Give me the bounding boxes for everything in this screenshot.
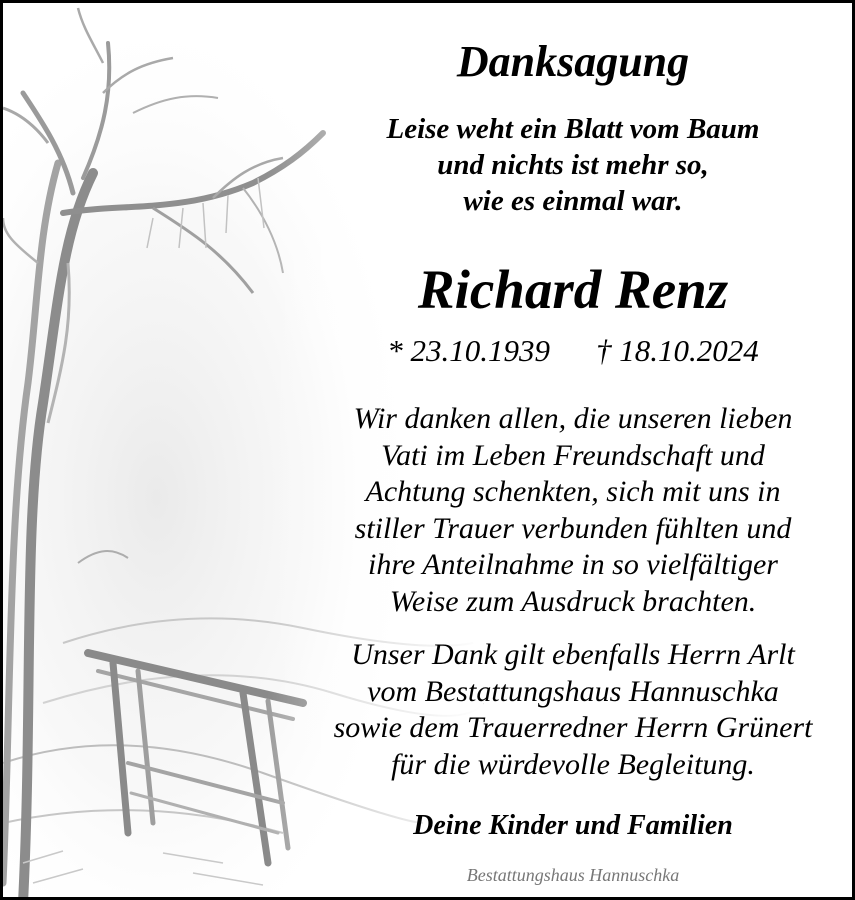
paragraph-line: vom Bestattungshaus Hannuschka [367, 674, 779, 708]
motto-line: und nichts ist mehr so, [437, 149, 709, 181]
paragraph-line: Unser Dank gilt ebenfalls Herrn Arlt [351, 638, 795, 671]
paragraph-line: Achtung schenkten, sich mit uns in [365, 475, 781, 508]
acknowledgement-paragraph [303, 637, 843, 783]
paragraph-line: Vati im Leben Freundschaft und [381, 438, 765, 472]
paragraph-line: ihre Anteilnahme in so vielfältiger [368, 548, 778, 581]
paragraph-line: sowie dem Trauerredner Herrn Grünert [333, 711, 813, 744]
motto-verse [303, 111, 843, 219]
life-dates [303, 331, 843, 371]
paragraph-line: für die würdevolle Begleitung. [391, 747, 755, 781]
paragraph-line: stiller Trauer verbunden fühlten und [354, 511, 792, 545]
motto-line: Leise weht ein Blatt vom Baum [386, 113, 760, 145]
paragraph-line: Wir danken allen, die unseren lieben [353, 402, 793, 435]
funeral-home-credit: Bestattungshaus Hannuschka [466, 865, 680, 885]
thanks-paragraph [303, 401, 843, 620]
birth-date: * 23.10.1939 [387, 333, 550, 368]
family-signature: Deine Kinder und Familien [413, 810, 733, 841]
deceased-name: Richard Renz [417, 259, 729, 320]
motto-line: wie es einmal war. [463, 185, 683, 217]
paragraph-line: Weise zum Ausdruck brachten. [389, 584, 757, 618]
death-date: † 18.10.2024 [596, 333, 759, 368]
notice-heading: Danksagung [456, 37, 690, 86]
